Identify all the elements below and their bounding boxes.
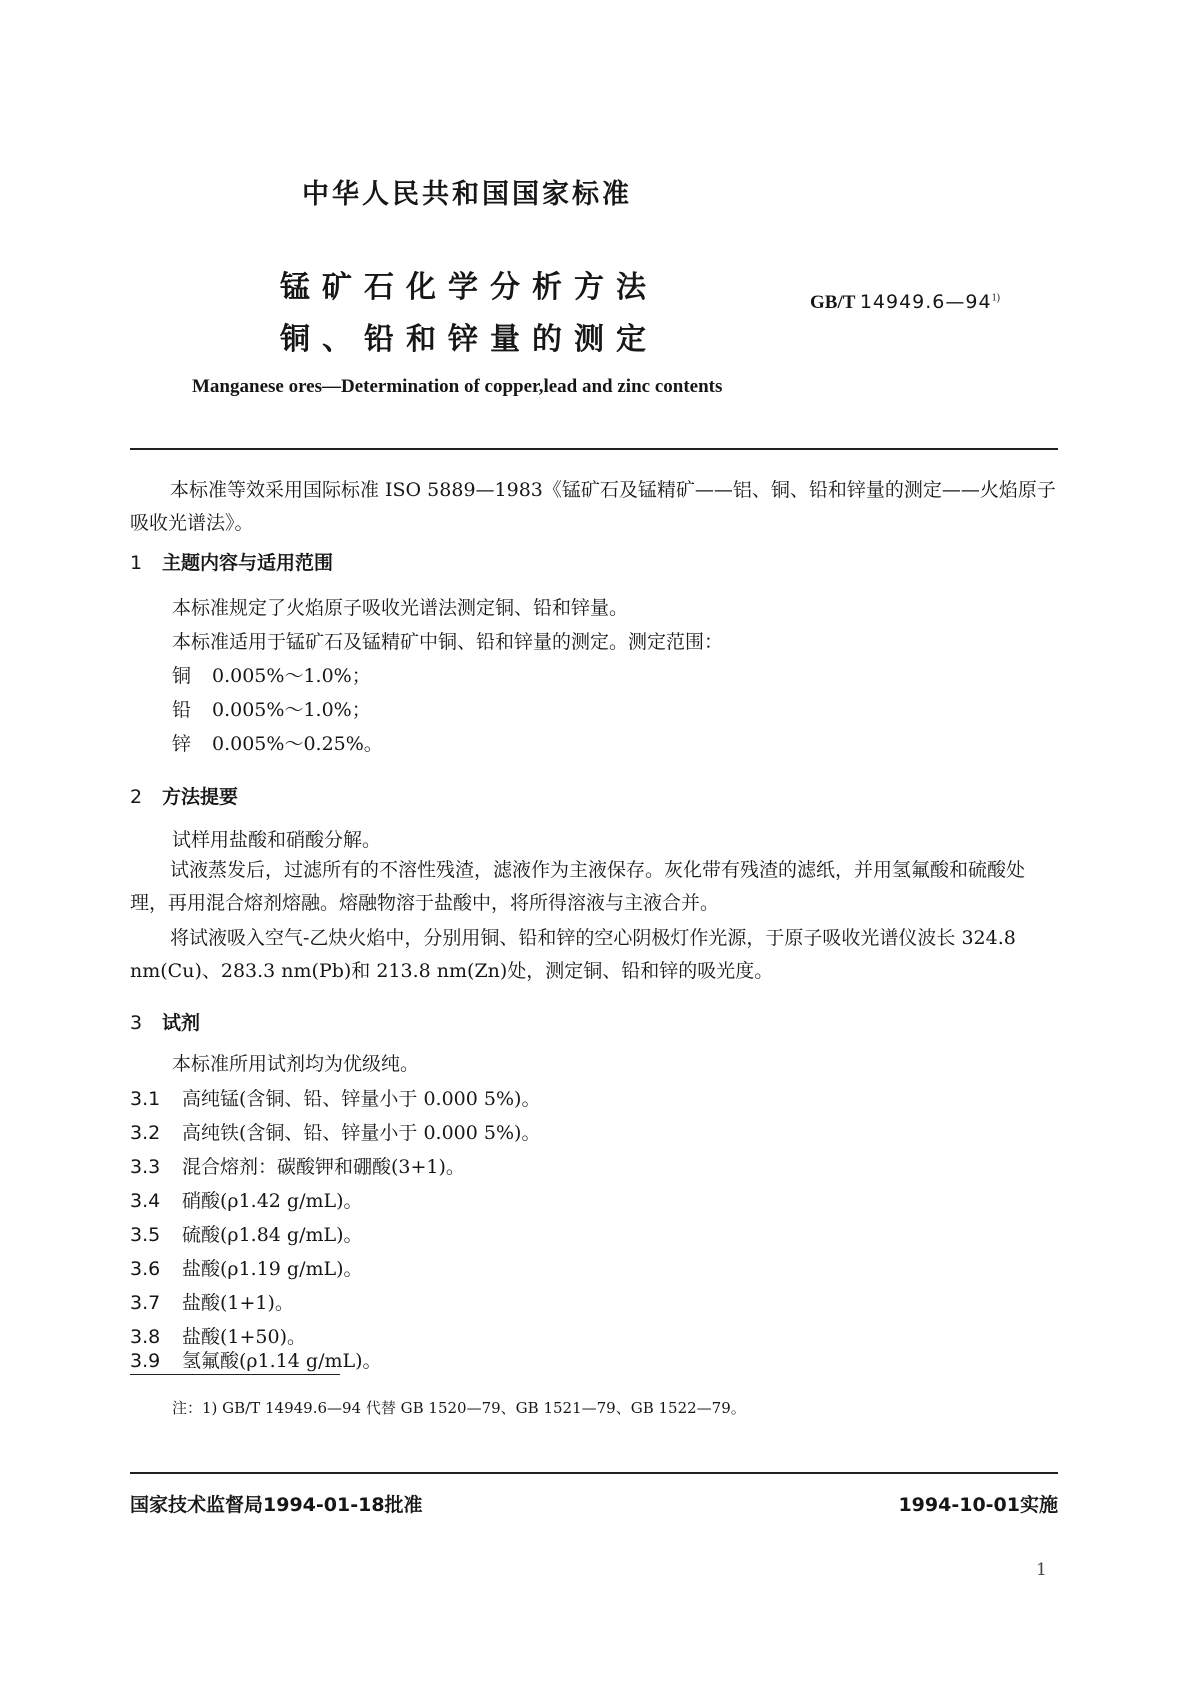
section-3-title: 试剂 <box>162 1012 201 1034</box>
section-2-title: 方法提要 <box>162 786 239 808</box>
range-element: 铅 <box>172 699 192 721</box>
reagent-number: 3.4 <box>130 1190 161 1212</box>
reagent-number: 3.2 <box>130 1122 161 1144</box>
range-element: 铜 <box>172 665 192 687</box>
reagent-item <box>130 1084 540 1111</box>
range-value: 0.005%～0.25%。 <box>212 733 383 755</box>
section-2-para-2: 试液蒸发后，过滤所有的不溶性残渣，滤液作为主液保存。灰化带有残渣的滤纸，并用氢氟酸和硫酸处理，再用混合熔剂熔融。熔融物溶于盐酸中，将所得溶液与主液合并。 <box>130 859 1026 914</box>
reagent-item <box>130 1322 306 1349</box>
reagent-text: 氢氟酸(ρ1.14 g/mL)。 <box>182 1350 382 1372</box>
reagent-text: 硫酸(ρ1.84 g/mL)。 <box>182 1224 363 1246</box>
document-title-line-1: 锰矿石化学分析方法 <box>280 270 658 305</box>
footnote-divider <box>130 1374 340 1375</box>
section-1-title: 主题内容与适用范围 <box>162 552 334 574</box>
effective-date: 1994-10-01实施 <box>898 1494 1058 1516</box>
section-3-heading <box>130 1008 200 1035</box>
reagent-item <box>130 1346 382 1373</box>
section-2-para-3: 将试液吸入空气-乙炔火焰中，分别用铜、铅和锌的空心阴极灯作光源，于原子吸收光谱仪波长 324.8 nm(Cu)、283.3 nm(Pb)和 213.8 nm(Zn)处，测定铜、铅和锌的吸光度。 <box>130 927 1016 982</box>
national-standard-heading: 中华人民共和国国家标准 <box>302 179 632 210</box>
section-3-number: 3 <box>130 1012 143 1034</box>
footer-divider <box>130 1472 1058 1474</box>
section-1-para-1: 本标准规定了火焰原子吸收光谱法测定铜、铅和锌量。 <box>172 597 629 619</box>
intro-paragraph: 本标准等效采用国际标准 ISO 5889—1983《锰矿石及锰精矿——铝、铜、铅和锌量的测定——火焰原子吸收光谱法》。 <box>130 479 1056 534</box>
standard-note-mark: 1) <box>991 292 1000 304</box>
reagent-number: 3.7 <box>130 1292 161 1314</box>
reagent-text: 盐酸(1+50)。 <box>182 1326 307 1348</box>
reagent-text: 高纯铁(含铜、铅、锌量小于 0.000 5%)。 <box>182 1122 541 1144</box>
reagent-number: 3.6 <box>130 1258 161 1280</box>
reagent-item <box>130 1288 294 1315</box>
section-1-para-2: 本标准适用于锰矿石及锰精矿中铜、铅和锌量的测定。测定范围： <box>172 631 724 653</box>
reagent-item <box>130 1220 363 1247</box>
reagent-number: 3.5 <box>130 1224 161 1246</box>
section-1-number: 1 <box>130 552 143 574</box>
range-value: 0.005%～1.0%； <box>212 699 371 721</box>
reagent-text: 混合熔剂：碳酸钾和硼酸(3+1)。 <box>182 1156 465 1178</box>
document-title-line-2: 铜、铅和锌量的测定 <box>280 322 658 357</box>
reagent-text: 盐酸(1+1)。 <box>182 1292 294 1314</box>
english-title: Manganese ores—Determination of copper,lead and zinc contents <box>192 376 723 397</box>
reagent-text: 高纯锰(含铜、铅、锌量小于 0.000 5%)。 <box>182 1088 541 1110</box>
page-number: 1 <box>1036 1560 1047 1580</box>
section-2-heading <box>130 782 238 809</box>
standard-prefix: GB/T <box>810 292 856 313</box>
range-zinc <box>172 730 383 758</box>
reagent-number: 3.8 <box>130 1326 161 1348</box>
reagent-text: 盐酸(ρ1.19 g/mL)。 <box>182 1258 363 1280</box>
standard-number <box>810 291 1000 314</box>
reagent-number: 3.3 <box>130 1156 161 1178</box>
approval-line: 国家技术监督局1994-01-18批准 <box>130 1494 423 1516</box>
section-1-heading <box>130 548 333 575</box>
section-2-number: 2 <box>130 786 143 808</box>
standard-code: 14949.6—94 <box>859 291 992 313</box>
range-copper <box>172 662 371 690</box>
reagent-item <box>130 1254 363 1281</box>
range-value: 0.005%～1.0%； <box>212 665 371 687</box>
range-element: 锌 <box>172 733 192 755</box>
reagent-item <box>130 1152 465 1179</box>
reagent-item <box>130 1186 363 1213</box>
section-2-para-1: 试样用盐酸和硝酸分解。 <box>172 829 382 851</box>
reagent-number: 3.1 <box>130 1088 161 1110</box>
range-lead <box>172 696 371 724</box>
reagent-number: 3.9 <box>130 1350 161 1372</box>
reagent-text: 硝酸(ρ1.42 g/mL)。 <box>182 1190 363 1212</box>
section-3-para-1: 本标准所用试剂均为优级纯。 <box>172 1053 420 1075</box>
footnote: 注：1) GB/T 14949.6—94 代替 GB 1520—79、GB 1521—79、GB 1522—79。 <box>172 1399 746 1417</box>
reagent-item <box>130 1118 540 1145</box>
header-divider <box>130 448 1058 450</box>
